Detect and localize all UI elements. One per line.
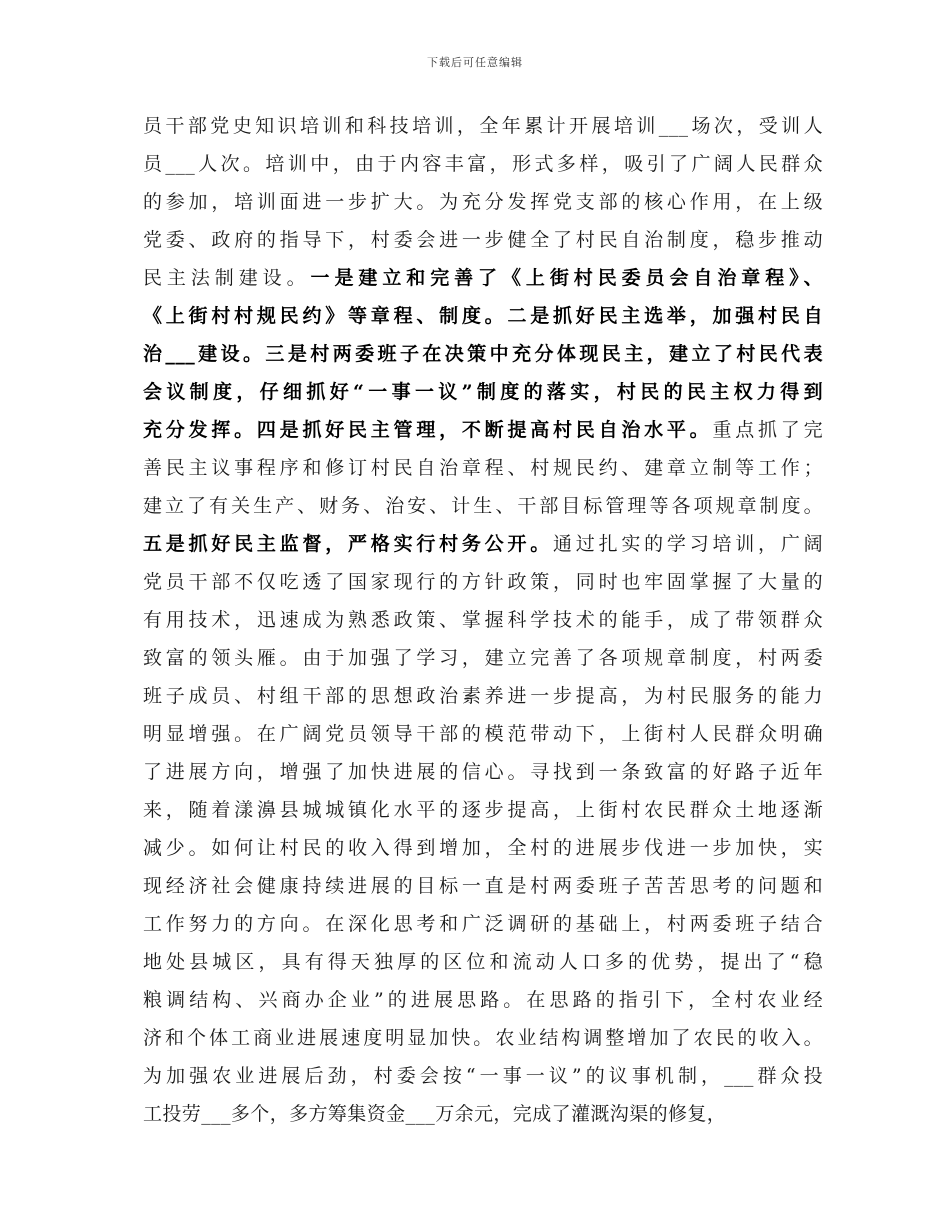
text-segment: 党委、政府的指导下，村委会进一步健全了村民自治制度，稳步推动 (143, 229, 823, 251)
text-line (143, 829, 823, 867)
text-line (143, 1019, 823, 1057)
text-segment: 民主法制建设。 (143, 267, 311, 289)
text-segment: 的参加，培训面进一步扩大。为充分发挥党支部的核心作用，在上级 (143, 191, 823, 213)
text-line (143, 943, 823, 981)
text-line (143, 221, 823, 259)
text-line (143, 677, 823, 715)
text-segment: 工作努力的方向。在深化思考和广泛调研的基础上，村两委班子结合 (143, 913, 823, 935)
text-line (143, 183, 823, 221)
text-line (143, 449, 823, 487)
text-segment: 班子成员、村组干部的思想政治素养进一步提高，为村民服务的能力 (143, 685, 823, 707)
text-segment: 党员干部不仅吃透了国家现行的方针政策，同时也牢固掌握了大量的 (143, 571, 823, 593)
bold-text-segment: 充分发挥。四是抓好民主管理，不断提高村民自治水平。 (143, 419, 713, 441)
text-line (143, 905, 823, 943)
text-line (143, 1095, 823, 1133)
text-segment: 济和个体工商业进展速度明显加快。农业结构调整增加了农民的收入。 (143, 1027, 823, 1049)
text-line (143, 525, 823, 563)
bold-text-segment: 五是抓好民主监督，严格实行村务公开。 (143, 533, 554, 555)
bold-text-segment: 治___建设。三是村两委班子在决策中充分体现民主，建立了村民代表 (143, 343, 823, 365)
text-segment: 建立了有关生产、财务、治安、计生、干部目标管理等各项规章制度。 (143, 495, 823, 517)
text-segment: 现经济社会健康持续进展的目标一直是村两委班子苦苦思考的问题和 (143, 875, 823, 897)
text-segment: 通过扎实的学习培训，广阔 (553, 533, 823, 555)
text-line (143, 335, 823, 373)
text-segment: 来，随着漾濞县城城镇化水平的逐步提高，上街村农民群众土地逐渐 (143, 799, 823, 821)
text-segment: 员干部党史知识培训和科技培训，全年累计开展培训___场次，受训人 (143, 115, 823, 137)
text-line (143, 297, 823, 335)
text-line (143, 639, 823, 677)
text-line (143, 1057, 823, 1095)
bold-text-segment: 一是建立和完善了《上街村民委员会自治章程》、 (310, 267, 823, 289)
text-segment: 明显增强。在广阔党员领导干部的模范带动下，上街村人民群众明确 (143, 723, 823, 745)
text-line (143, 373, 823, 411)
text-line (143, 411, 823, 449)
text-segment: 粮调结构、兴商办企业”的进展思路。在思路的指引下，全村农业经 (143, 989, 823, 1011)
text-segment: 重点抓了完 (712, 419, 823, 441)
text-segment: 为加强农业进展后劲，村委会按“一事一议”的议事机制，___群众投 (143, 1065, 823, 1087)
text-segment: 工投劳___多个，多方筹集资金___万余元，完成了灌溉沟渠的修复， (143, 1103, 727, 1125)
text-line (143, 791, 823, 829)
text-segment: 地处县城区，具有得天独厚的区位和流动人口多的优势，提出了“稳 (143, 951, 823, 973)
text-segment: 减少。如何让村民的收入得到增加，全村的进展步伐进一步加快，实 (143, 837, 823, 859)
text-segment: 了进展方向，增强了加快进展的信心。寻找到一条致富的好路子近年 (143, 761, 823, 783)
bold-text-segment: 《上街村村规民约》等章程、制度。二是抓好民主选举，加强村民自 (143, 305, 823, 327)
text-line (143, 753, 823, 791)
text-line (143, 867, 823, 905)
text-segment: 员___人次。培训中，由于内容丰富，形式多样，吸引了广阔人民群众 (143, 153, 823, 175)
text-segment: 善民主议事程序和修订村民自治章程、村规民约、建章立制等工作； (143, 457, 823, 479)
document-body (143, 107, 823, 1133)
page-header: 下载后可任意编辑 (427, 56, 523, 69)
text-line (143, 145, 823, 183)
text-line (143, 259, 823, 297)
text-segment: 致富的领头雁。由于加强了学习，建立完善了各项规章制度，村两委 (143, 647, 823, 669)
text-line (143, 601, 823, 639)
text-line (143, 981, 823, 1019)
text-line (143, 107, 823, 145)
text-line (143, 487, 823, 525)
bold-text-segment: 会议制度，仔细抓好“一事一议”制度的落实，村民的民主权力得到 (143, 381, 823, 403)
text-segment: 有用技术，迅速成为熟悉政策、掌握科学技术的能手，成了带领群众 (143, 609, 823, 631)
text-line (143, 563, 823, 601)
text-line (143, 715, 823, 753)
